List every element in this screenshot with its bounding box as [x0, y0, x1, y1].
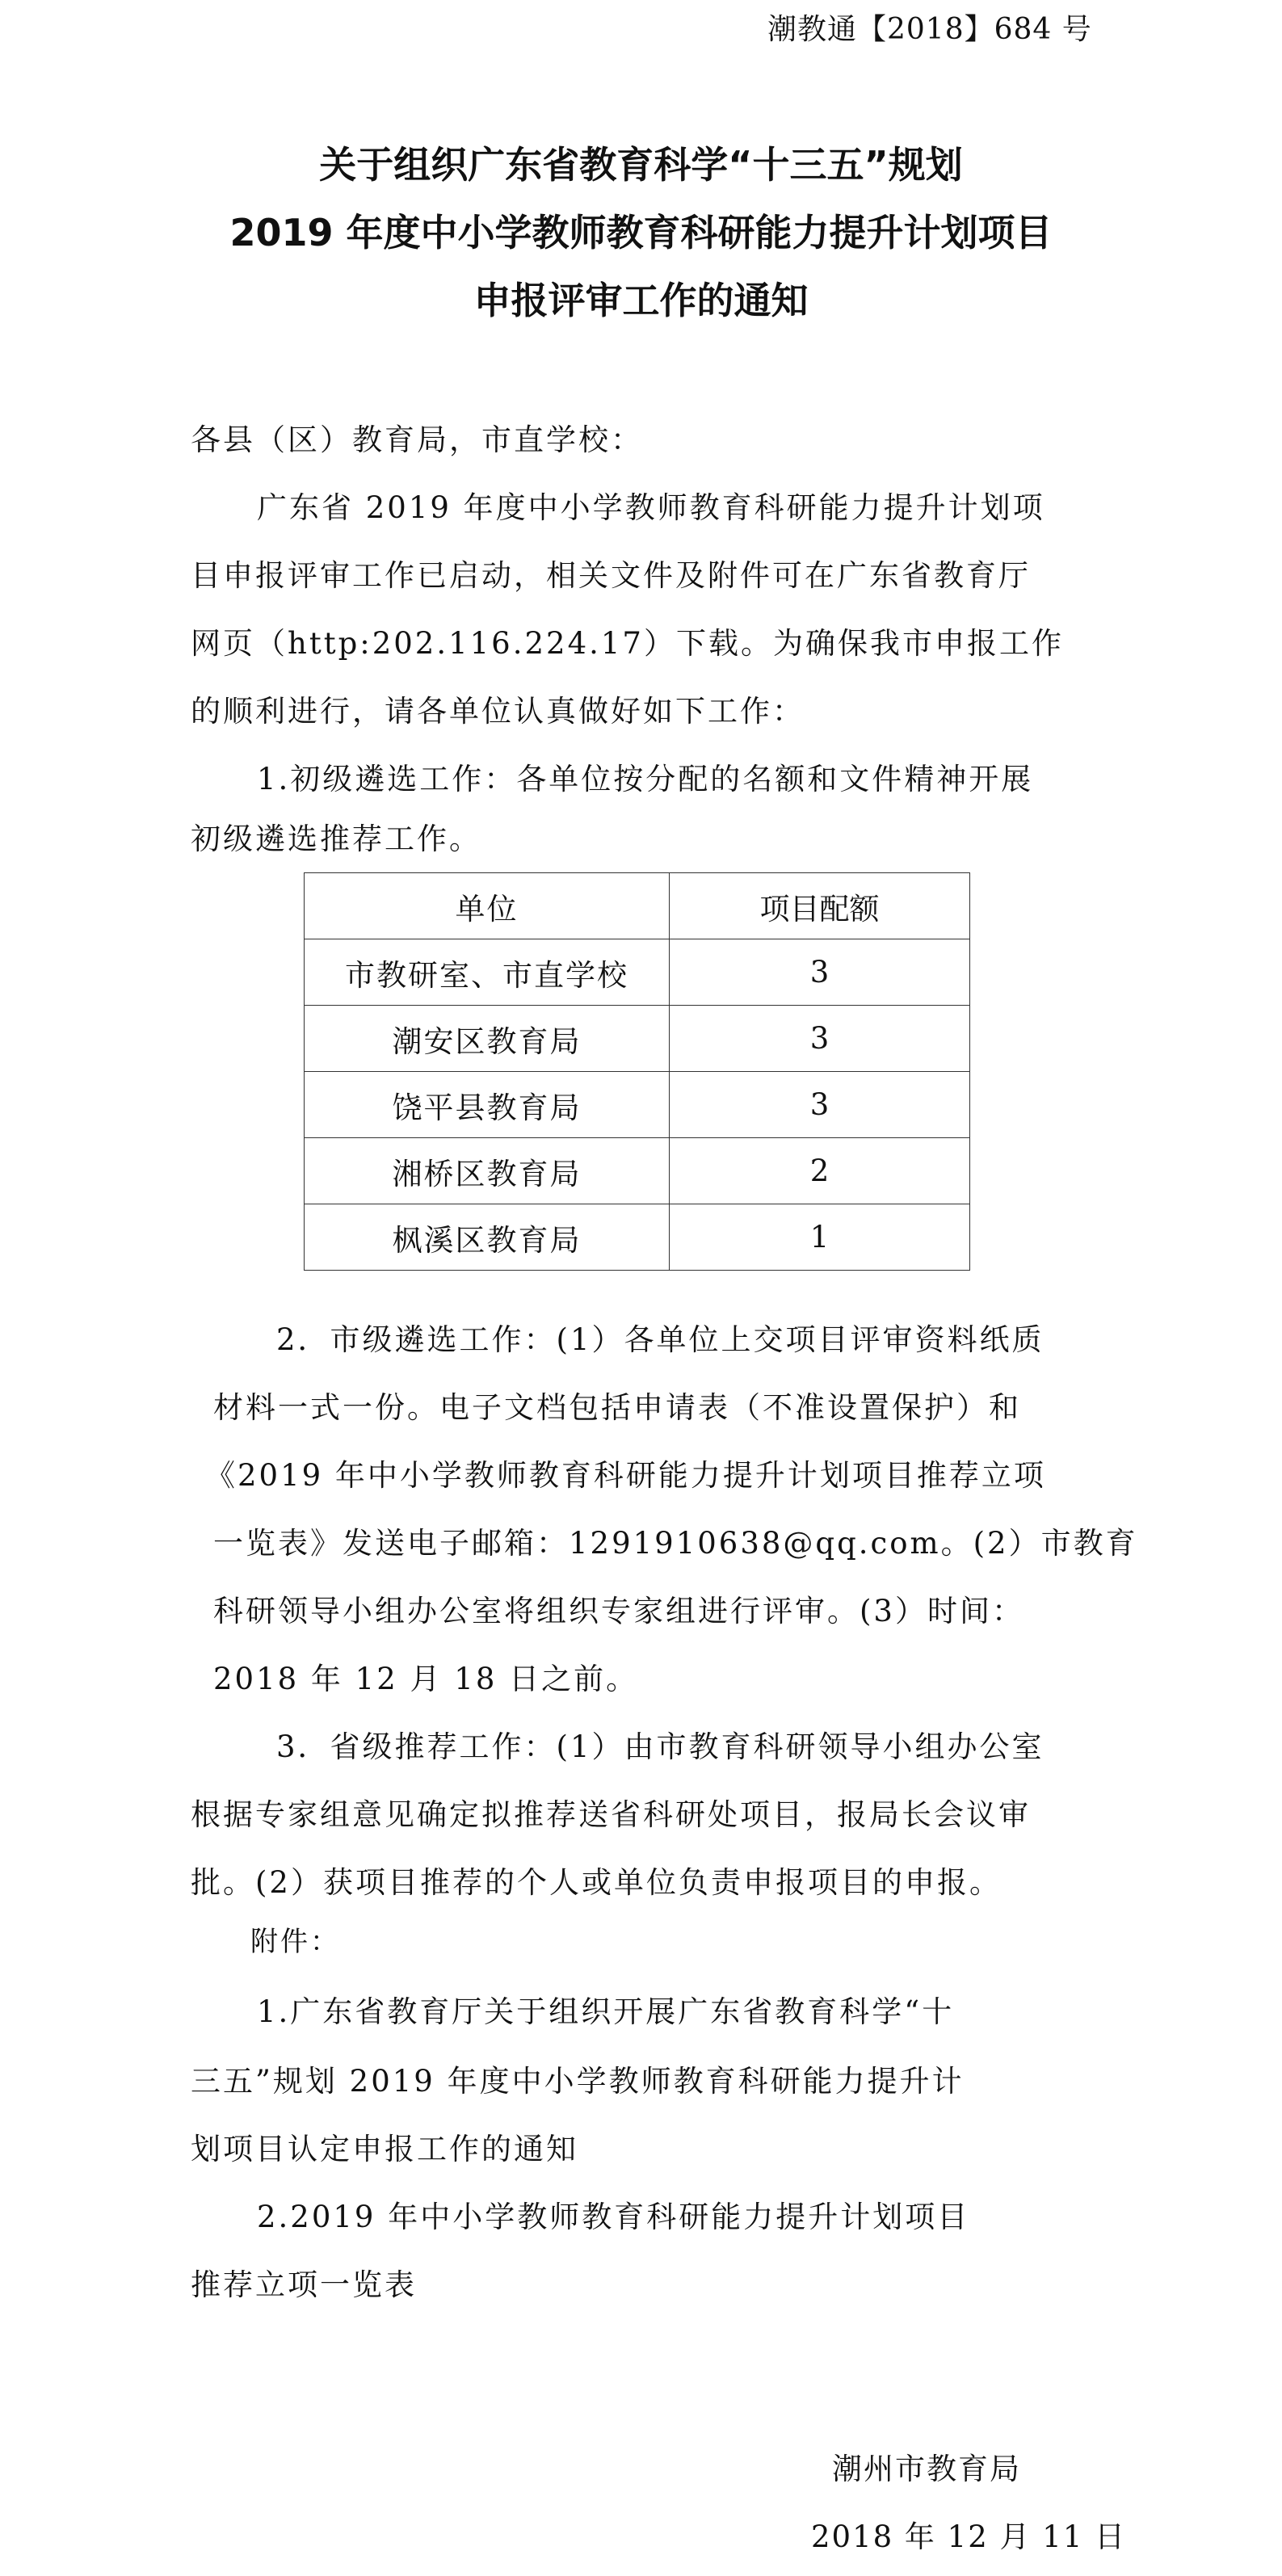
quota-cell: 2	[670, 1138, 970, 1204]
unit-cell: 枫溪区教育局	[305, 1204, 670, 1271]
quota-cell: 1	[670, 1204, 970, 1271]
intro-line: 的顺利进行，请各单位认真做好如下工作：	[191, 694, 805, 729]
salutation: 各县（区）教育局，市直学校：	[191, 422, 643, 457]
quota-table	[304, 872, 970, 1271]
quota-cell: 3	[670, 939, 970, 1006]
table-row	[305, 939, 970, 1006]
item3-line: 3．省级推荐工作：(1）由市教育科研领导小组办公室	[276, 1729, 1045, 1764]
unit-cell: 湘桥区教育局	[305, 1138, 670, 1204]
table-row	[305, 1006, 970, 1072]
item2-line: 科研领导小组办公室将组织专家组进行评审。(3）时间：	[213, 1594, 1024, 1628]
table-row	[305, 1138, 970, 1204]
item1-line: 初级遴选推荐工作。	[191, 822, 481, 856]
table-row	[305, 1204, 970, 1271]
title-line-1: 关于组织广东省教育科学“十三五”规划	[319, 143, 963, 187]
attachment2-line: 推荐立项一览表	[191, 2267, 417, 2302]
unit-cell: 潮安区教育局	[305, 1006, 670, 1072]
header-quota: 项目配额	[670, 873, 970, 939]
intro-line: 广东省 2019 年度中小学教师教育科研能力提升计划项	[257, 490, 1045, 525]
unit-cell: 市教研室、市直学校	[305, 939, 670, 1006]
item2-line: 2．市级遴选工作：(1）各单位上交项目评审资料纸质	[276, 1322, 1045, 1357]
attachment1-line: 1.广东省教育厅关于组织开展广东省教育科学“十	[257, 1994, 955, 2029]
header-unit: 单位	[305, 873, 670, 939]
item3-line: 根据专家组意见确定拟推荐送省科研处项目，报局长会议审	[191, 1797, 1031, 1832]
item2-line: 一览表》发送电子邮箱：1291910638@qq.com。(2）市教育	[213, 1526, 1138, 1561]
intro-line: 网页（http:202.116.224.17）下载。为确保我市申报工作	[191, 626, 1064, 661]
item3-line: 批。(2）获项目推荐的个人或单位负责申报项目的申报。	[191, 1865, 1002, 1900]
unit-cell: 饶平县教育局	[305, 1072, 670, 1138]
attachments-label: 附件：	[250, 1926, 340, 1958]
title-line-3: 申报评审工作的通知	[473, 279, 809, 322]
document-number: 潮教通【2018】684 号	[767, 13, 1092, 46]
signature-date: 2018 年 12 月 11 日	[811, 2519, 1127, 2554]
title-line-2: 2019 年度中小学教师教育科研能力提升计划项目	[229, 211, 1053, 254]
quota-cell: 3	[670, 1072, 970, 1138]
attachment1-line: 三五”规划 2019 年度中小学教师教育科研能力提升计	[191, 2064, 965, 2099]
item2-line: 材料一式一份。电子文档包括申请表（不准设置保护）和	[213, 1390, 1021, 1425]
item2-line: 《2019 年中小学教师教育科研能力提升计划项目推荐立项	[205, 1458, 1046, 1493]
quota-cell: 3	[670, 1006, 970, 1072]
signature-org: 潮州市教育局	[832, 2452, 1021, 2486]
attachment2-line: 2.2019 年中小学教师教育科研能力提升计划项目	[257, 2200, 970, 2234]
item1-line: 1.初级遴选工作：各单位按分配的名额和文件精神开展	[257, 762, 1034, 796]
item2-line: 2018 年 12 月 18 日之前。	[213, 1662, 639, 1696]
table-header-row	[305, 873, 970, 939]
intro-line: 目申报评审工作已启动，相关文件及附件可在广东省教育厅	[191, 558, 1031, 593]
attachment1-line: 划项目认定申报工作的通知	[191, 2132, 578, 2166]
table-row	[305, 1072, 970, 1138]
